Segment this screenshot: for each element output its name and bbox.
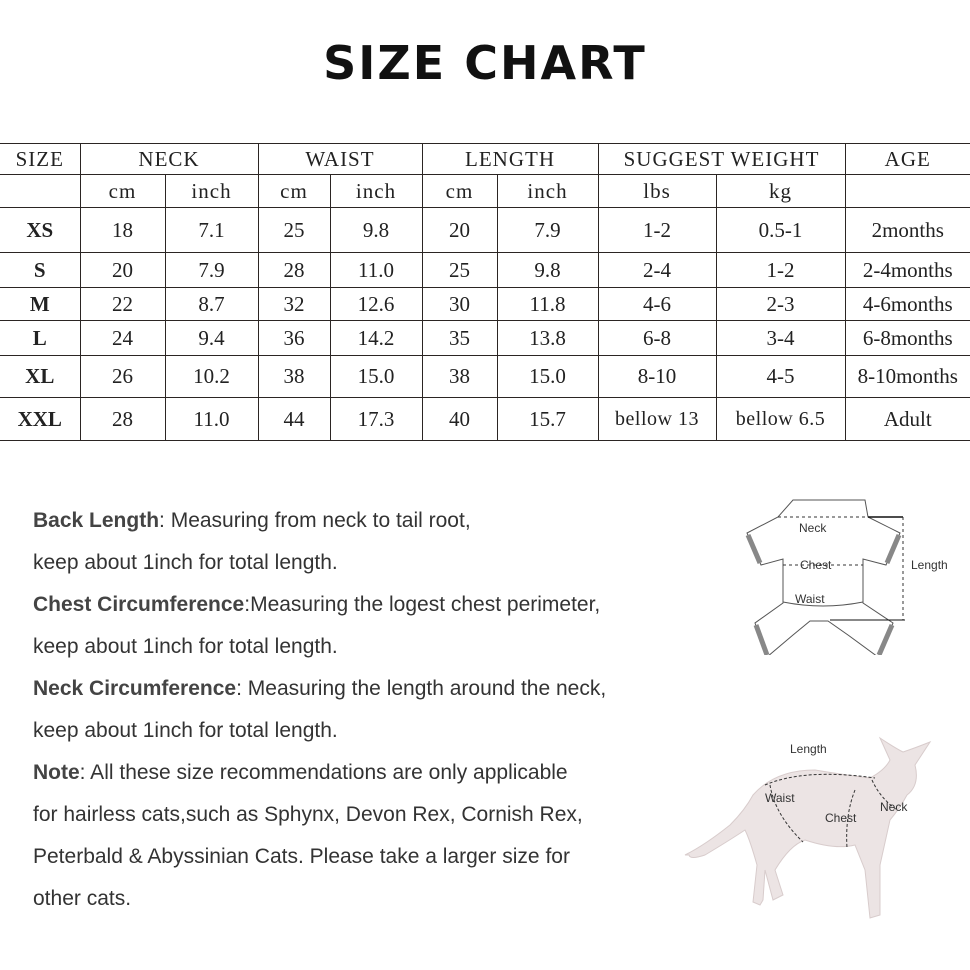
cell-size: M (0, 288, 80, 321)
note-line: keep about 1inch for total length. (33, 719, 338, 742)
cell-neck-cm: 22 (80, 288, 165, 321)
cell-waist-cm: 44 (258, 398, 330, 441)
cell-kg: 1-2 (716, 253, 845, 288)
header-age: AGE (845, 144, 970, 175)
header-length: LENGTH (422, 144, 598, 175)
cell-kg: bellow 6.5 (716, 398, 845, 441)
unit-waist-cm: cm (258, 175, 330, 208)
cell-kg: 4-5 (716, 356, 845, 398)
unit-age (845, 175, 970, 208)
note-line: Peterbald & Abyssinian Cats. Please take a larger size for (33, 845, 570, 868)
cell-neck-cm: 26 (80, 356, 165, 398)
header-suggest-weight: SUGGEST WEIGHT (598, 144, 845, 175)
cell-size: XS (0, 208, 80, 253)
note-text: : Measuring the length around the neck, (236, 677, 607, 700)
cell-kg: 0.5-1 (716, 208, 845, 253)
garment-diagram (735, 495, 970, 655)
cell-neck-cm: 18 (80, 208, 165, 253)
cell-size: L (0, 321, 80, 356)
cell-waist-cm: 32 (258, 288, 330, 321)
cell-age: 6-8months (845, 321, 970, 356)
cell-age: 4-6months (845, 288, 970, 321)
unit-header-row (0, 175, 970, 208)
note-term: Neck Circumference (33, 677, 237, 700)
note-line: other cats. (33, 887, 132, 910)
cell-length-cm: 20 (422, 208, 497, 253)
cat-neck-label: Neck (880, 800, 908, 814)
cell-waist-inch: 12.6 (330, 288, 422, 321)
cell-length-inch: 15.0 (497, 356, 598, 398)
table-row (0, 288, 970, 321)
size-chart-table (0, 143, 970, 441)
header-waist: WAIST (258, 144, 422, 175)
cell-age: 2months (845, 208, 970, 253)
table-row (0, 208, 970, 253)
cell-length-inch: 13.8 (497, 321, 598, 356)
cell-waist-cm: 38 (258, 356, 330, 398)
cell-age: Adult (845, 398, 970, 441)
cell-neck-inch: 9.4 (165, 321, 258, 356)
cell-length-cm: 30 (422, 288, 497, 321)
header-size: SIZE (0, 144, 80, 175)
garment-length-label: Length (911, 558, 948, 572)
cell-neck-inch: 8.7 (165, 288, 258, 321)
cell-waist-cm: 28 (258, 253, 330, 288)
unit-neck-inch: inch (165, 175, 258, 208)
cell-lbs: bellow 13 (598, 398, 716, 441)
cell-size: S (0, 253, 80, 288)
garment-chest-label: Chest (800, 558, 832, 572)
neck-note (33, 668, 713, 710)
cell-length-cm: 40 (422, 398, 497, 441)
unit-lbs: lbs (598, 175, 716, 208)
cell-lbs: 1-2 (598, 208, 716, 253)
table-row (0, 253, 970, 288)
note-line: keep about 1inch for total length. (33, 635, 338, 658)
cell-length-inch: 15.7 (497, 398, 598, 441)
cell-age: 2-4months (845, 253, 970, 288)
cat-measurement-image (675, 730, 965, 930)
table-row (0, 321, 970, 356)
cell-neck-inch: 7.1 (165, 208, 258, 253)
general-note (33, 752, 713, 794)
note-term: Back Length (33, 509, 160, 532)
cell-length-inch: 7.9 (497, 208, 598, 253)
table-row (0, 356, 970, 398)
cell-length-cm: 25 (422, 253, 497, 288)
note-text: : All these size recommendations are only applicable (79, 761, 568, 784)
cell-length-cm: 35 (422, 321, 497, 356)
cell-waist-inch: 11.0 (330, 253, 422, 288)
cell-kg: 2-3 (716, 288, 845, 321)
note-text: : Measuring from neck to tail root, (159, 509, 471, 532)
unit-neck-cm: cm (80, 175, 165, 208)
measurement-notes (33, 500, 713, 920)
garment-neck-label: Neck (799, 521, 827, 535)
cell-age: 8-10months (845, 356, 970, 398)
back-length-note (33, 500, 713, 542)
cell-lbs: 6-8 (598, 321, 716, 356)
cell-waist-cm: 36 (258, 321, 330, 356)
note-term: Chest Circumference (33, 593, 245, 616)
chest-note (33, 584, 713, 626)
cell-waist-inch: 9.8 (330, 208, 422, 253)
cat-length-label: Length (790, 742, 827, 756)
cell-waist-inch: 15.0 (330, 356, 422, 398)
table-row (0, 398, 970, 441)
unit-length-inch: inch (497, 175, 598, 208)
note-line: for hairless cats,such as Sphynx, Devon Rex, Cornish Rex, (33, 803, 583, 826)
header-neck: NECK (80, 144, 258, 175)
cell-waist-cm: 25 (258, 208, 330, 253)
unit-length-cm: cm (422, 175, 497, 208)
cell-waist-inch: 14.2 (330, 321, 422, 356)
cell-size: XXL (0, 398, 80, 441)
note-text: :Measuring the logest chest perimeter, (244, 593, 601, 616)
cell-neck-cm: 20 (80, 253, 165, 288)
page-title: SIZE CHART (323, 36, 647, 90)
cell-lbs: 8-10 (598, 356, 716, 398)
cell-neck-inch: 11.0 (165, 398, 258, 441)
cell-neck-cm: 28 (80, 398, 165, 441)
cell-kg: 3-4 (716, 321, 845, 356)
cell-neck-cm: 24 (80, 321, 165, 356)
garment-waist-label: Waist (795, 592, 825, 606)
cell-lbs: 4-6 (598, 288, 716, 321)
cat-chest-label: Chest (825, 811, 857, 825)
cell-waist-inch: 17.3 (330, 398, 422, 441)
unit-waist-inch: inch (330, 175, 422, 208)
cell-neck-inch: 10.2 (165, 356, 258, 398)
cell-size: XL (0, 356, 80, 398)
unit-size (0, 175, 80, 208)
cell-neck-inch: 7.9 (165, 253, 258, 288)
cell-length-inch: 11.8 (497, 288, 598, 321)
cell-length-inch: 9.8 (497, 253, 598, 288)
cat-waist-label: Waist (765, 791, 795, 805)
cell-lbs: 2-4 (598, 253, 716, 288)
cell-length-cm: 38 (422, 356, 497, 398)
group-header-row (0, 144, 970, 175)
note-term: Note (33, 761, 80, 784)
unit-kg: kg (716, 175, 845, 208)
note-line: keep about 1inch for total length. (33, 551, 338, 574)
